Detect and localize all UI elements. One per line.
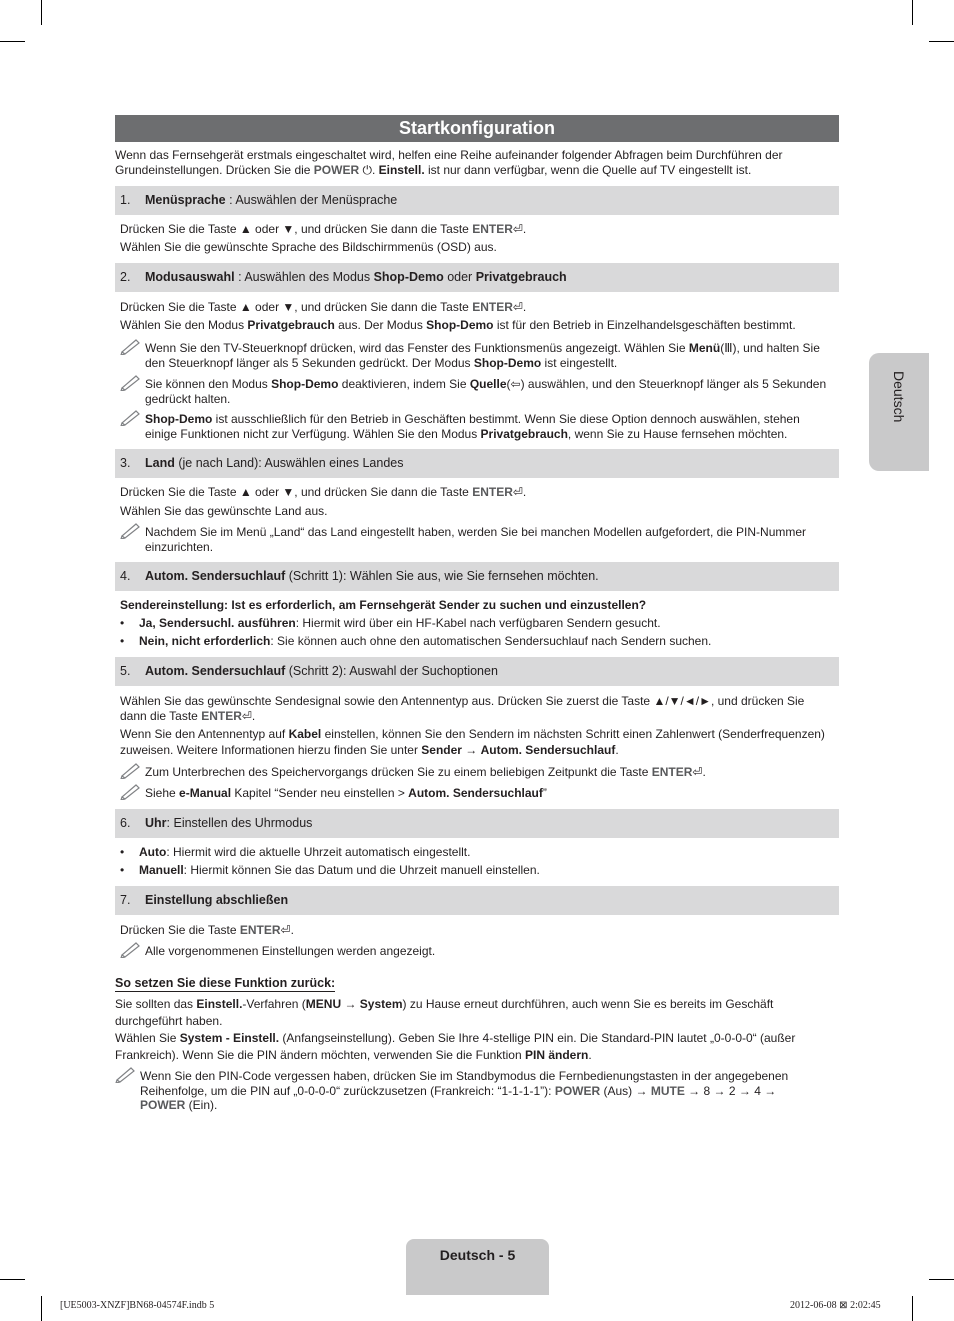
text: aus. Der Modus [334, 318, 427, 332]
pencil-note-icon [120, 373, 142, 391]
text: Wenn Sie den TV-Steuerknopf drücken, wird das Fenster des Funktionsmenüs angezeigt. Wählen Sie [145, 341, 689, 355]
text: Shop-Demo [271, 377, 339, 391]
list-item [120, 845, 470, 860]
text: einstellen, können Sie den Sendern im nächsten Schritt einen Zahlenwert (Senderfrequenzen) [321, 727, 825, 741]
text: Kapitel “Sender neu einstellen > [231, 786, 409, 800]
text: : Hiermit wird über ein HF-Kabel nach verfügbaren Sendern gesucht. [295, 616, 661, 630]
text: Autom. Sendersuchlauf [408, 786, 543, 800]
step-number: 6. [120, 816, 131, 830]
text: , wenn Sie zu Hause fernsehen möchten. [567, 426, 788, 441]
text: Sie können den Modus [145, 377, 272, 391]
text: Drücken Sie die Taste ▲ oder ▼, und drücken Sie dann die Taste [120, 485, 473, 499]
text: → 8 → 2 → 4 → [684, 1083, 777, 1098]
step7-line-1 [120, 923, 832, 938]
text: Quelle [469, 377, 507, 391]
crop-mark [912, 1296, 913, 1321]
step2-line-2 [120, 318, 832, 333]
text: ) zu Hause erneut durchführen, auch wenn Sie es bereits im Geschäft [402, 997, 774, 1011]
reset-heading: So setzen Sie diese Funktion zurück: [115, 976, 336, 990]
crop-mark [0, 41, 25, 42]
enter-key-label: ENTER [201, 709, 242, 723]
step-header-4 [115, 562, 839, 591]
page-number: Deutsch - 5 [439, 1247, 516, 1263]
enter-icon: ⏎. [512, 300, 527, 314]
text: Alle vorgenommenen Einstellungen werden angezeigt. [145, 944, 436, 958]
enter-key-label: ENTER [239, 923, 281, 937]
step-number: 3. [120, 456, 131, 470]
text: ist für den Betrieb in Einzelhandelsgeschäften bestimmt. [493, 318, 796, 332]
step3-line-2: Wählen Sie das gewünschte Land aus. [120, 504, 328, 518]
step-header-6 [115, 809, 839, 838]
note [115, 1069, 815, 1113]
step-title: Autom. Sendersuchlauf [145, 664, 286, 678]
crop-mark [929, 41, 954, 42]
text: Frankreich). Wenn Sie die PIN ändern möchten, verwenden Sie die Funktion [115, 1048, 525, 1062]
step-desc: Shop-Demo [373, 270, 444, 284]
intro-text: Grundeinstellungen. Drücken Sie die [115, 163, 314, 177]
crop-mark [41, 1296, 42, 1321]
step-header-1 [115, 186, 839, 215]
step4-question: Sendereinstellung: Ist es erforderlich, am Fernsehgerät Sender zu suchen und einzustellen? [120, 598, 647, 612]
text: → [341, 997, 360, 1011]
enter-icon: ⏎. [280, 923, 294, 937]
step3-line-1 [120, 485, 832, 500]
text: Siehe [145, 786, 180, 800]
text: Drücken Sie die Taste ▲ oder ▼, und drücken Sie dann die Taste [120, 222, 473, 236]
text: MENU [305, 997, 342, 1011]
intro-text: . [371, 163, 379, 177]
text: ” [542, 786, 547, 800]
list-item [120, 616, 661, 631]
step-title: Menüsprache [145, 193, 226, 207]
text: Shop-Demo [426, 318, 494, 332]
step-title: Land [145, 456, 175, 470]
note [120, 765, 830, 780]
page-title: Startkonfiguration [115, 115, 839, 142]
enter-key-label: ENTER [472, 485, 513, 499]
note [120, 944, 830, 959]
step-header-3 [115, 449, 839, 478]
text: Wählen Sie [115, 1031, 180, 1045]
note [120, 786, 830, 801]
step-desc: : Auswählen der Menüsprache [225, 193, 398, 207]
text: Wenn Sie den Antennentyp auf [120, 727, 289, 741]
time: 2:02:45 [850, 1300, 881, 1311]
pencil-note-icon [115, 1065, 137, 1083]
text: System [359, 997, 403, 1011]
enter-key-label: ENTER [472, 222, 513, 236]
text: ), und halten Sie den Steuerknopf länger als 5 Sekunden gedrückt. Der Modus [145, 341, 820, 370]
enter-icon: ⏎. [241, 709, 256, 723]
step5-line-2 [120, 709, 832, 724]
list-item [120, 634, 711, 649]
step-title: Autom. Sendersuchlauf [145, 569, 286, 583]
step-desc: oder [443, 270, 476, 284]
step-desc: (Schritt 1): Wählen Sie aus, wie Sie fernsehen möchten. [285, 569, 599, 583]
reset-p1-line1 [115, 997, 827, 1012]
text: : Sie können auch ohne den automatischen Sendersuchlauf nach Sendern suchen. [270, 634, 712, 648]
intro-text: ist nur dann verfügbar, wenn die Quelle auf TV eingestellt ist. [424, 163, 752, 177]
step5-line-3 [120, 727, 832, 742]
text: PIN ändern [525, 1048, 589, 1062]
step-title: Einstellung abschließen [145, 893, 289, 907]
page-number-tab [406, 1239, 549, 1295]
text: Drücken Sie die Taste [120, 923, 240, 937]
step5-line-1: Wählen Sie das gewünschte Sendesignal sowie den Antennentyp aus. Drücken Sie zuerst die Taste ▲/▼/◄/►, und drücken Sie [120, 694, 805, 708]
reset-p1-line2: durchgeführt haben. [115, 1014, 223, 1028]
text: → [461, 743, 481, 757]
note [120, 412, 830, 441]
step-desc: Privatgebrauch [475, 270, 567, 284]
text: (Anfangseinstellung). Geben Sie Ihre 4-stellige PIN ein. Die Standard-PIN lautet „0-0-0-0“ (außer [279, 1031, 796, 1045]
language-side-tab [869, 353, 929, 471]
text: Wählen Sie den Modus [120, 318, 248, 332]
step-desc: (Schritt 2): Auswahl der Suchoptionen [285, 664, 498, 678]
print-date [790, 1300, 881, 1311]
intro-line-1: Wenn das Fernsehgerät erstmals eingeschaltet wird, helfen eine Reihe aufeinander folgender Abfragen beim Durchführen der [115, 148, 783, 162]
step5-line-4 [120, 743, 832, 758]
crop-mark [912, 0, 913, 25]
pencil-note-icon [120, 337, 142, 355]
text: Einstell. [196, 997, 243, 1011]
source-icon: (⇦ [506, 377, 521, 391]
enter-key-label: ENTER [472, 300, 513, 314]
text: -Verfahren ( [242, 997, 306, 1011]
step-number: 2. [120, 270, 131, 284]
list-item [120, 863, 540, 878]
power-key-label: POWER [313, 163, 360, 177]
side-tab-label: Deutsch [891, 371, 907, 423]
text: zuweisen. Weitere Informationen hierzu finden Sie unter [120, 743, 422, 757]
text: (Ein). [185, 1098, 218, 1112]
text: dann die Taste [120, 709, 202, 723]
intro-line-2 [115, 163, 827, 178]
crop-mark [929, 1279, 954, 1280]
reset-p2-line2 [115, 1048, 827, 1063]
pencil-note-icon [120, 782, 142, 800]
power-icon: ⏻ [359, 163, 372, 177]
step2-line-1 [120, 300, 832, 315]
text: (Aus) → [600, 1083, 651, 1098]
text: . [615, 743, 619, 757]
menu-icon: (Ⅲ [720, 341, 733, 355]
step1-line-2: Wählen Sie die gewünschte Sprache des Bildschirmmenüs (OSD) aus. [120, 240, 497, 254]
step-number: 7. [120, 893, 131, 907]
text: Nein, nicht erforderlich [139, 634, 271, 648]
note [120, 377, 830, 406]
text: Auto [139, 845, 167, 859]
step-title: Modusauswahl [145, 270, 235, 284]
text: Manuell [139, 863, 184, 877]
text: Kabel [288, 727, 322, 741]
enter-icon: ⏎. [692, 765, 706, 779]
step-desc: : Einstellen des Uhrmodus [166, 816, 313, 830]
crop-mark [41, 0, 42, 25]
step-header-2 [115, 263, 839, 292]
pencil-note-icon [120, 940, 142, 958]
text: . [588, 1048, 592, 1062]
text: ist eingestellt. [541, 355, 618, 370]
enter-icon: ⏎. [512, 222, 527, 236]
text: Privatgebrauch [480, 426, 568, 441]
text: e-Manual [179, 786, 232, 800]
text: POWER [140, 1098, 186, 1112]
enter-key-label: ENTER [651, 765, 693, 779]
text: Autom. Sendersuchlauf [480, 743, 616, 757]
note [120, 525, 830, 554]
reset-p2-line1 [115, 1031, 827, 1046]
note [120, 341, 830, 370]
text: Shop-Demo [473, 355, 542, 370]
text: POWER [554, 1083, 601, 1098]
text: Menü [688, 341, 721, 355]
text: Privatgebrauch [247, 318, 335, 332]
pencil-note-icon [120, 408, 142, 426]
step-number: 1. [120, 193, 131, 207]
enter-icon: ⏎. [512, 485, 527, 499]
text: Wenn Sie den PIN-Code vergessen haben, drücken Sie im Standbymodus die Fernbedienungstasten in der angegebenen Reihenfolge, um die PIN auf „0-0-0-0“ zurückzusetzen (Frankreich: “1-1-1-1”): [140, 1069, 789, 1098]
step-desc: : Auswählen des Modus [234, 270, 374, 284]
text: MUTE [650, 1083, 685, 1098]
pencil-note-icon [120, 761, 142, 779]
text: Nachdem Sie im Menü „Land“ das Land eingestellt haben, werden Sie bei manchen Modellen aufgefordert, die PIN-Nummer einzurichten. [145, 525, 807, 554]
text: System - Einstell. [179, 1031, 280, 1045]
text: : Hiermit können Sie das Datum und die Uhrzeit manuell einstellen. [183, 863, 540, 877]
text: ) auswählen, und den Steuerknopf länger als 5 Sekunden gedrückt halten. [145, 377, 827, 406]
text: Sie sollten das [115, 997, 197, 1011]
pencil-note-icon [120, 521, 142, 539]
text: Sender [421, 743, 462, 757]
text: Drücken Sie die Taste ▲ oder ▼, und drücken Sie dann die Taste [120, 300, 473, 314]
print-file-info: [UE5003-XNZF]BN68-04574F.indb 5 [60, 1300, 215, 1311]
text: : Hiermit wird die aktuelle Uhrzeit automatisch eingestellt. [166, 845, 471, 859]
setup-label: Einstell. [378, 163, 425, 177]
step-header-7 [115, 886, 839, 915]
step-title: Uhr [145, 816, 167, 830]
text: ist ausschließlich für den Betrieb in Geschäften bestimmt. Wenn Sie diese Option dennoch auswählen, stehen einige Funktionen nicht zur Verfügung. Wählen Sie den Modus [145, 412, 800, 441]
date: 2012-06-08 [790, 1300, 837, 1311]
text: Ja, Sendersuchl. ausführen [139, 616, 296, 630]
text: Shop-Demo [145, 412, 213, 426]
text: Zum Unterbrechen des Speichervorgangs drücken Sie zu einem beliebigen Zeitpunkt die Taste [145, 765, 652, 779]
step-header-5 [115, 657, 839, 686]
text: deaktivieren, indem Sie [338, 377, 470, 391]
step-desc: (je nach Land): Auswählen eines Landes [174, 456, 404, 470]
crop-mark [0, 1279, 25, 1280]
step-number: 5. [120, 664, 131, 678]
step1-line-1 [120, 222, 832, 237]
step-number: 4. [120, 569, 131, 583]
clock-icon: ⊠ [836, 1300, 851, 1311]
